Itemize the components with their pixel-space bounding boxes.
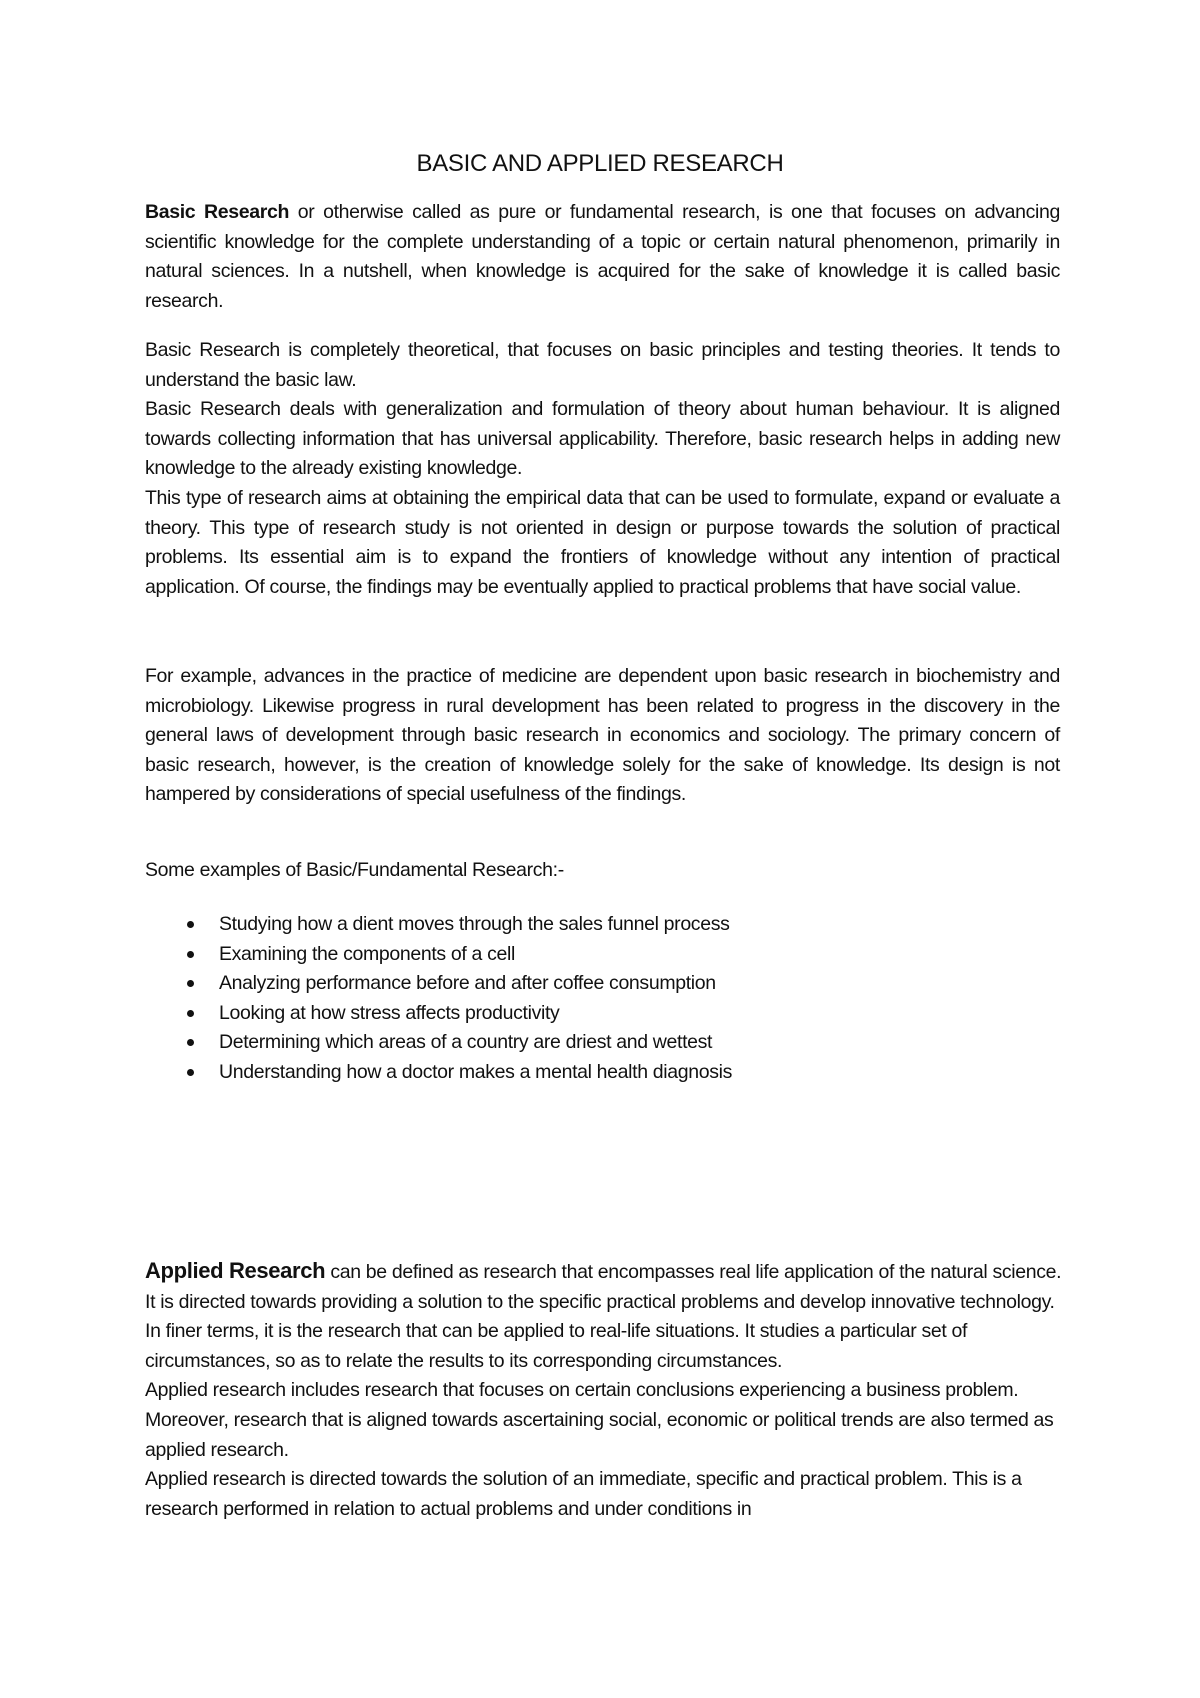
examples-heading xyxy=(145,856,1060,886)
paragraph-empirical: This type of research aims at obtaining the empirical data that can be used to formulate, expand or evaluate a theory. This type of research study is not oriented in design or purpose towards the solution of practical problems. Its essential aim is to expand the frontiers of knowledge without any intention of practical application. Of course, the findings may be eventually applied to practical problems that have social value. xyxy=(145,486,1060,598)
paragraph-business-problem: Applied research includes research that focuses on certain conclusions experiencing a business problem. Moreover, research that is aligned towards ascertaining social, economic or political trends are also termed as applied research. xyxy=(145,1379,1054,1461)
list-item-text: Studying how a dient moves through the sales funnel process xyxy=(219,913,730,935)
list-item xyxy=(145,999,1060,1029)
applied-research-term: Applied Research xyxy=(145,1258,326,1283)
list-item-text: Determining which areas of a country are driest and wettest xyxy=(219,1031,713,1054)
list-item-text: Examining the components of a cell xyxy=(219,942,515,965)
examples-heading-text: Some examples of Basic/Fundamental Research:- xyxy=(145,859,564,881)
list-item xyxy=(145,910,1060,940)
basic-research-term: Basic Research xyxy=(145,201,290,223)
paragraph-immediate-problem: Applied research is directed towards the solution of an immediate, specific and practical problem. This is a research performed in relation to actual problems and under conditions in xyxy=(145,1468,1022,1520)
list-item xyxy=(145,1028,1060,1058)
list-item xyxy=(145,969,1060,999)
list-item-text: Analyzing performance before and after coffee consumption xyxy=(219,972,716,995)
basic-research-details xyxy=(145,336,1060,602)
bullet-icon xyxy=(187,1010,194,1017)
examples-list xyxy=(145,910,1060,1088)
bullet-icon xyxy=(187,951,194,958)
paragraph-generalization: Basic Research deals with generalization and formulation of theory about human behaviour. It is aligned towards collecting information that has universal applicability. Therefore, basic research helps in adding new knowledge to the already existing knowledge. xyxy=(145,398,1060,480)
applied-research-section xyxy=(145,1256,1070,1524)
document-title: BASIC AND APPLIED RESEARCH xyxy=(416,150,784,177)
bullet-icon xyxy=(187,921,194,928)
example-paragraph-text: For example, advances in the practice of medicine are dependent upon basic research in biochemistry and microbiology. Likewise progress in rural development has been related to progress in the discovery in the general laws of development through basic research in economics and sociology. The primary concern of basic research, however, is the creation of knowledge solely for the sake of knowledge. Its design is not hampered by considerations of special usefulness of the findings. xyxy=(145,665,1060,806)
bullet-icon xyxy=(187,1069,194,1076)
list-item-text: Understanding how a doctor makes a mental health diagnosis xyxy=(219,1060,733,1083)
basic-research-definition: or otherwise called as pure or fundamental research, is one that focuses on advancing scientific knowledge for the complete understanding of a topic or certain natural phenomenon, primarily in natural sciences. In a nutshell, when knowledge is acquired for the sake of knowledge it is called basic research. xyxy=(145,201,1060,312)
applied-research-definition: can be defined as research that encompasses real life application of the natural science. It is directed towards providing a solution to the specific practical problems and develop innovative technology. In finer terms, it is the research that can be applied to real-life situations. It studies a particular set of circumstances, so as to relate the results to its corresponding circumstances. xyxy=(145,1261,1062,1372)
bullet-icon xyxy=(187,1039,194,1046)
paragraph-theoretical: Basic Research is completely theoretical, that focuses on basic principles and testing theories. It tends to understand the basic law. xyxy=(145,339,1060,391)
list-item xyxy=(145,1058,1060,1088)
list-item xyxy=(145,940,1060,970)
list-item-text: Looking at how stress affects productivity xyxy=(219,1001,560,1024)
bullet-icon xyxy=(187,980,194,987)
basic-research-intro xyxy=(145,198,1060,316)
example-paragraph xyxy=(145,662,1060,810)
